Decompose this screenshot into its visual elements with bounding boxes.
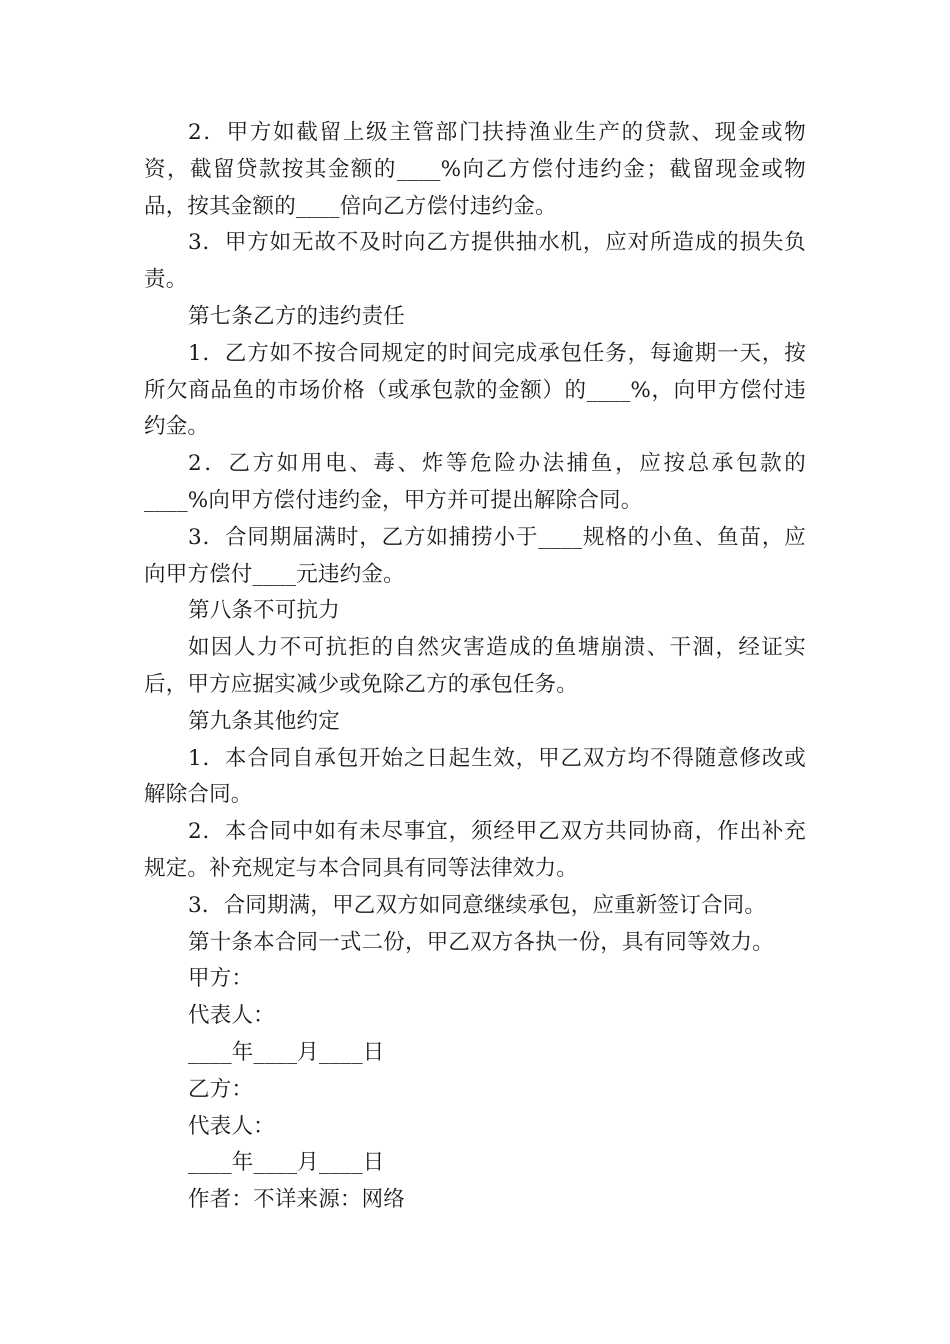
clause-9-item-3: 3．合同期满，甲乙双方如同意继续承包，应重新签订合同。: [188, 892, 767, 918]
clause-10: 第十条本合同一式二份，甲乙双方各执一份，具有同等效力。: [188, 929, 774, 955]
clause-7-item-3: 3．合同期届满时，乙方如捕捞小于____规格的小鱼、鱼苗，应向甲方偿付____元违约金。: [144, 524, 806, 587]
clause-8-heading: 第八条不可抗力: [188, 598, 340, 624]
clause-7-heading: 第七条乙方的违约责任: [188, 303, 406, 329]
clause-8-body: 如因人力不可抗拒的自然灾害造成的鱼塘崩溃、干涸，经证实后，甲方应据实减少或免除乙方的承包任务。: [144, 635, 806, 697]
party-b-representative: 代表人：: [188, 1113, 275, 1139]
clause-9-item-1: 1．本合同自承包开始之日起生效，甲乙双方均不得随意修改或解除合同。: [144, 745, 806, 808]
clause-7-item-2: 2．乙方如用电、毒、炸等危险办法捕鱼，应按总承包款的____%向甲方偿付违约金，甲方并可提出解除合同。: [144, 451, 806, 513]
party-a-date: ____年____月____日: [188, 1039, 385, 1065]
clause-9-item-2: 2．本合同中如有未尽事宜，须经甲乙双方共同协商，作出补充规定。补充规定与本合同具有同等法律效力。: [144, 819, 806, 881]
party-b-label: 乙方：: [188, 1076, 254, 1102]
clause-9-heading: 第九条其他约定: [188, 708, 340, 734]
party-b-date: ____年____月____日: [188, 1150, 385, 1176]
party-a-representative: 代表人：: [188, 1003, 275, 1029]
document-page: [144, 115, 806, 1219]
clause-6-item-2: 2．甲方如截留上级主管部门扶持渔业生产的贷款、现金或物资，截留贷款按其金额的____%向乙方偿付违约金；截留现金或物品，按其金额的____倍向乙方偿付违约金。: [144, 120, 806, 219]
clause-6-item-3: 3．甲方如无故不及时向乙方提供抽水机，应对所造成的损失负责。: [144, 230, 806, 293]
author-source: 作者：不详来源：网络: [188, 1187, 406, 1213]
party-a-label: 甲方：: [188, 966, 254, 992]
clause-7-item-1: 1．乙方如不按合同规定的时间完成承包任务，每逾期一天，按所欠商品鱼的市场价格（或承包款的金额）的____%，向甲方偿付违约金。: [144, 340, 806, 440]
